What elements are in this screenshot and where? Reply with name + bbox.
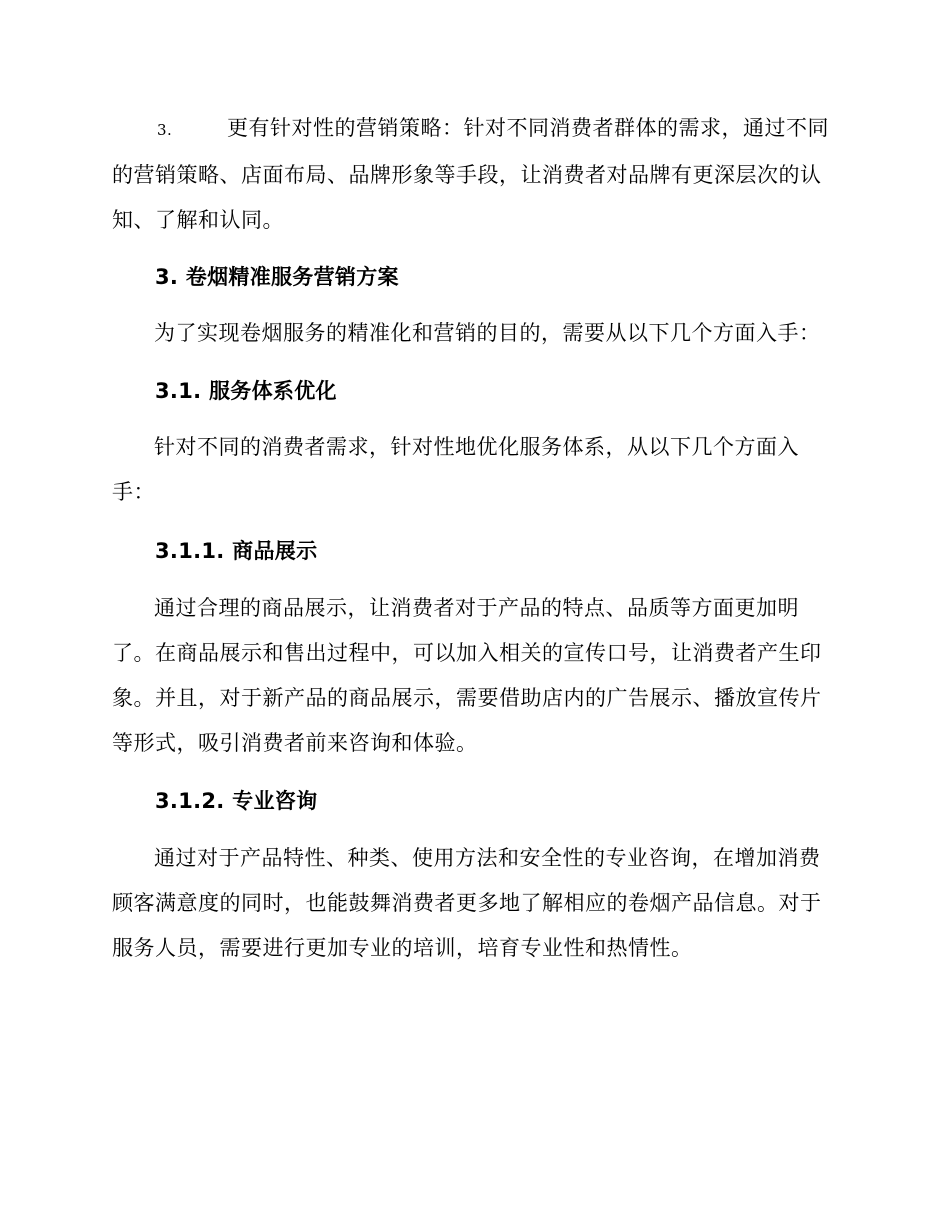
section-3-1-body: 针对不同的消费者需求，针对性地优化服务体系，从以下几个方面入手：	[112, 435, 799, 504]
section-3-1-1-heading: 3.1.1. 商品展示	[155, 539, 318, 563]
section-3-1-heading: 3.1. 服务体系优化	[155, 379, 337, 403]
section-3-1-2-body: 通过对于产品特性、种类、使用方法和安全性的专业咨询，在增加消费顾客满意度的同时，也能鼓舞消费者更多地了解相应的卷烟产品信息。对于服务人员，需要进行更加专业的培训，培育专业性和热情性。	[112, 846, 822, 960]
section-3-1-1-body: 通过合理的商品展示，让消费者对于产品的特点、品质等方面更加明了。在商品展示和售出过程中，可以加入相关的宣传口号，让消费者产生印象。并且，对于新产品的商品展示，需要借助店内的广告展示、播放宣传片等形式，吸引消费者前来咨询和体验。	[112, 596, 822, 755]
section-3-1-2-heading: 3.1.2. 专业咨询	[155, 789, 318, 813]
section-3-intro: 为了实现卷烟服务的精准化和营销的目的，需要从以下几个方面入手：	[154, 321, 821, 345]
list-item-text: 更有针对性的营销策略：针对不同消费者群体的需求，通过不同的营销策略、店面布局、品牌形象等手段，让消费者对品牌有更深层次的认知、了解和认同。	[112, 116, 829, 232]
list-item-number: 3.	[157, 121, 173, 139]
section-3-heading: 3. 卷烟精准服务营销方案	[155, 265, 399, 289]
list-item-3	[112, 106, 838, 243]
